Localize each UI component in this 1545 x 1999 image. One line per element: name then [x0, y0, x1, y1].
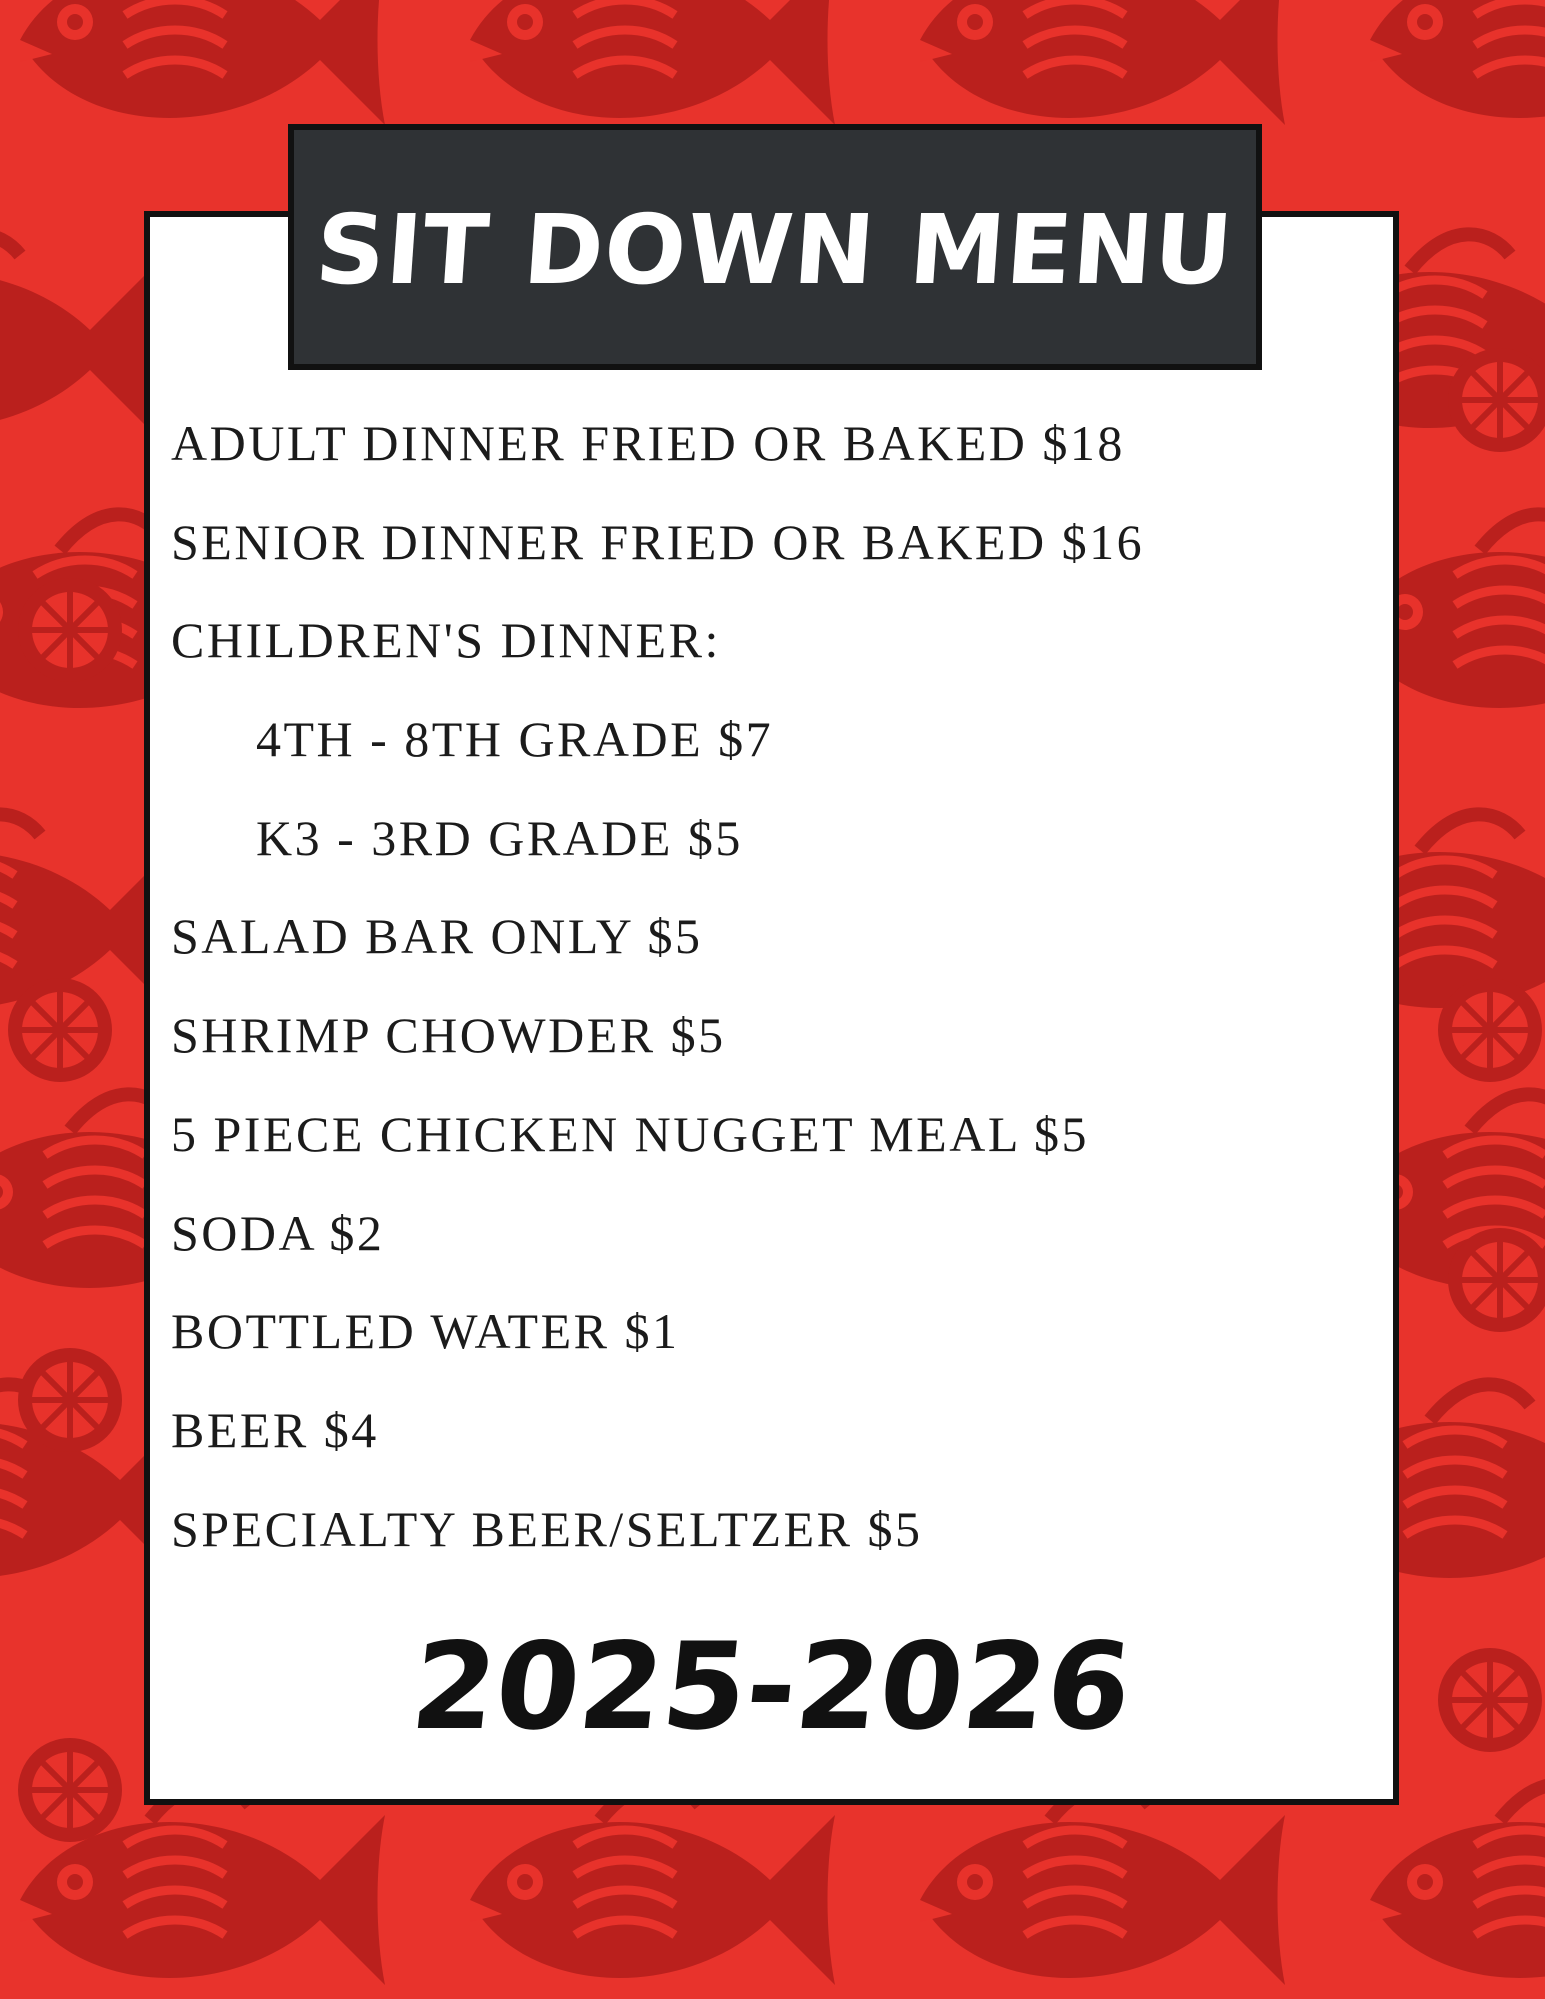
menu-item: SODA $2	[171, 1204, 385, 1261]
menu-list	[171, 412, 1371, 1596]
menu-item: CHILDREN'S DINNER:	[171, 612, 721, 669]
menu-item: BOTTLED WATER $1	[171, 1303, 680, 1360]
year-label: 2025-2026	[405, 1618, 1138, 1757]
menu-item: SENIOR DINNER FRIED OR BAKED $16	[171, 513, 1145, 570]
menu-item: 4TH - 8TH GRADE $7	[256, 711, 774, 768]
menu-item: SPECIALTY BEER/SELTZER $5	[171, 1500, 923, 1557]
menu-item: SALAD BAR ONLY $5	[171, 908, 703, 965]
menu-item: K3 - 3RD GRADE $5	[256, 809, 743, 866]
menu-item: ADULT DINNER FRIED OR BAKED $18	[171, 415, 1125, 471]
menu-item: 5 PIECE CHICKEN NUGGET MEAL $5	[171, 1105, 1090, 1162]
menu-item: SHRIMP CHOWDER $5	[171, 1007, 726, 1064]
title-banner	[288, 124, 1262, 370]
menu-item: BEER $4	[171, 1401, 379, 1458]
page-title: SIT DOWN MENU	[312, 194, 1238, 306]
